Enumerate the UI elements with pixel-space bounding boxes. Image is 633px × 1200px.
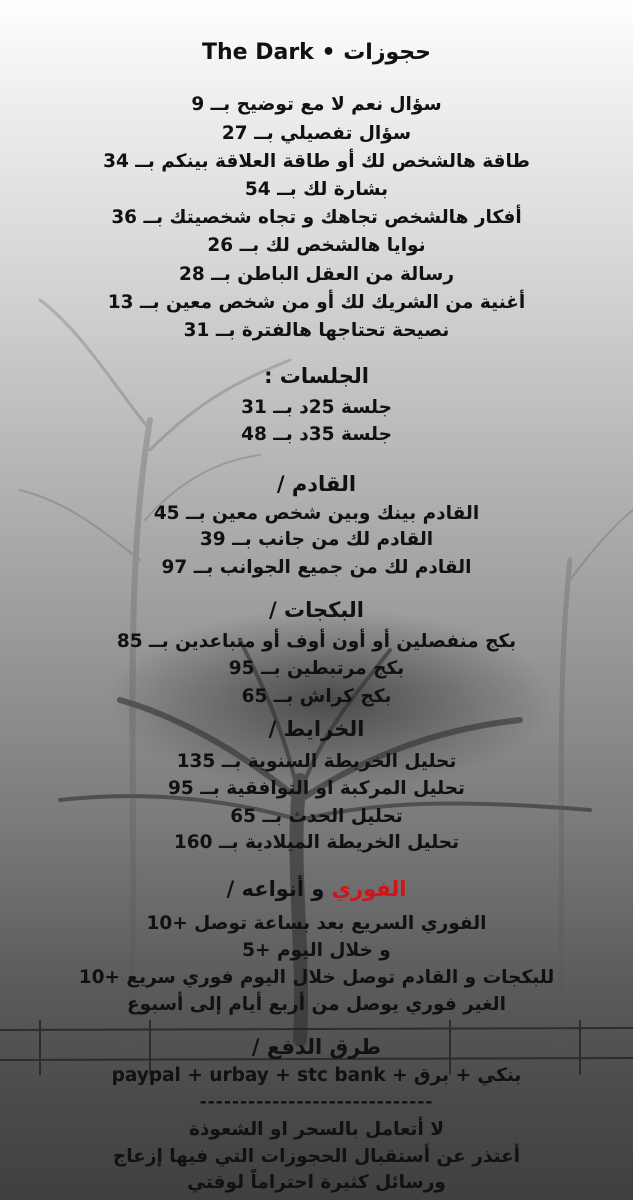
page-title: حجوزات • The Dark	[201, 40, 432, 65]
payment-heading: طرق الدفع /	[251, 1035, 382, 1059]
express-heading	[0, 877, 633, 901]
list-item: أغنية من الشريك لك أو من شخص معين بــ 13	[107, 292, 526, 313]
list-item: الفوري السريع بعد بساعة توصل +10	[146, 913, 487, 934]
note-line: لا أتعامل بالسحر او الشعوذة	[188, 1119, 445, 1140]
future-heading: القادم /	[276, 472, 357, 496]
list-item: تحليل المركبة او التوافقية بــ 95	[168, 778, 465, 799]
charts-heading: الخرايط /	[268, 717, 365, 741]
packages-heading: البكجات /	[269, 598, 364, 622]
list-item: أفكار هالشخص تجاهك و تجاه شخصيتك بــ 36	[111, 207, 522, 228]
list-item: للبكجات و القادم توصل خلال اليوم فوري سريع +10	[78, 967, 555, 988]
express-heading-rest: و أنواعه /	[226, 877, 332, 901]
list-item: رسالة من العقل الباطن بــ 28	[178, 264, 455, 285]
note-line: أعتذر عن أستقبال الحجوزات التي فيها إزعاج	[112, 1146, 521, 1167]
list-item: بكج منفصلين أو أون أوف أو متباعدين بــ 85	[116, 631, 517, 652]
list-item: تحليل الخريطة الميلادية بــ 160	[173, 832, 460, 853]
list-item: سؤال تفصيلي بــ 27	[221, 123, 412, 144]
list-item: جلسة 35د بــ 48	[241, 424, 392, 445]
list-item: تحليل الخريطة السنوية بــ 135	[176, 751, 457, 772]
divider: -----------------------------	[199, 1092, 434, 1112]
list-item: الغير فوري يوصل من أربع أيام إلى أسبوع	[127, 994, 506, 1015]
list-item: نوايا هالشخص لك بــ 26	[207, 235, 426, 256]
list-item: بشارة لك بــ 54	[244, 179, 389, 200]
list-item: جلسة 25د بــ 31	[241, 397, 392, 418]
list-item: القادم لك من جميع الجوانب بــ 97	[161, 557, 472, 578]
sessions-heading: الجلسات :	[264, 364, 369, 388]
list-item: بكج كراش بــ 65	[241, 686, 392, 707]
express-heading-red: الفوري	[331, 877, 407, 901]
note-line: ورسائل كثيرة احتراماً لوقتي	[187, 1172, 446, 1193]
list-item: طاقة هالشخص لك أو طاقة العلاقة بينكم بــ 34	[103, 151, 530, 172]
list-item: تحليل الحدث بــ 65	[230, 806, 403, 827]
list-item: سؤال نعم لا مع توضيح بــ 9	[191, 94, 442, 115]
payment-methods: paypal + urbay + stc bank + بنكي + برق	[111, 1065, 522, 1086]
list-item: نصيحة تحتاجها هالفترة بــ 31	[183, 320, 450, 341]
list-item: و خلال اليوم +5	[242, 940, 391, 961]
list-item: القادم لك من جانب بــ 39	[199, 529, 434, 550]
list-item: بكج مرتبطين بــ 95	[228, 658, 405, 679]
list-item: القادم بينك وبين شخص معين بــ 45	[153, 503, 480, 524]
